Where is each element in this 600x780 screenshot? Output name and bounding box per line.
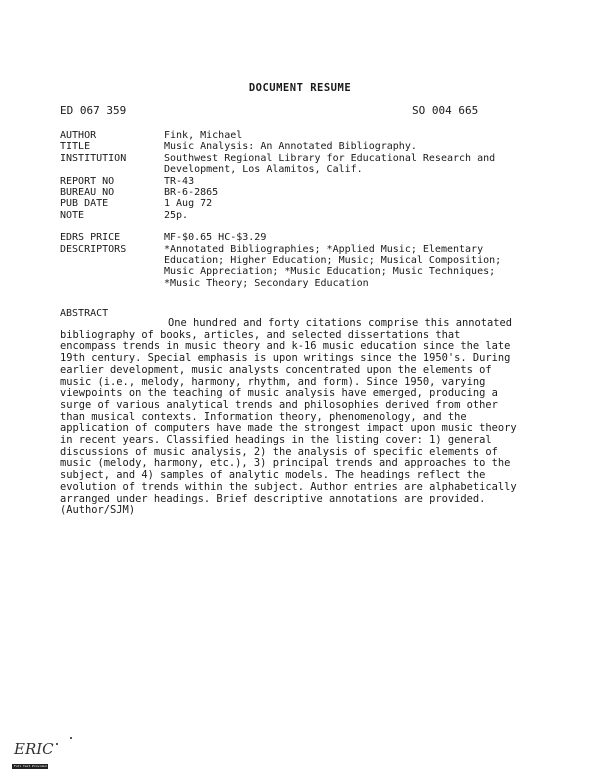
eric-logo-text: ERIC — [14, 740, 54, 758]
field-pub-date — [60, 198, 524, 209]
field-value: 1 Aug 72 — [164, 198, 213, 210]
so-number: SO 004 665 — [412, 104, 479, 117]
field-label: NOTE — [60, 209, 85, 221]
scan-speck — [56, 743, 58, 745]
metadata-block — [60, 130, 524, 289]
spacer — [60, 221, 524, 232]
field-note — [60, 210, 524, 221]
document-title: DOCUMENT RESUME — [248, 82, 352, 94]
field-value: Music Analysis: An Annotated Bibliography. — [164, 141, 417, 153]
field-report-no — [60, 176, 524, 187]
field-label: PUB DATE — [60, 198, 109, 210]
field-institution — [60, 153, 524, 176]
eric-logo-subtext: Full Text Provided by ERIC — [14, 764, 61, 768]
abstract-heading: ABSTRACT — [60, 308, 109, 319]
field-value: TR-43 — [164, 175, 195, 187]
field-label: BUREAU NO — [60, 187, 115, 199]
field-descriptors — [60, 244, 524, 290]
field-value: MF-$0.65 HC-$3.29 — [164, 232, 267, 244]
field-label: REPORT NO — [60, 175, 115, 187]
field-edrs-price — [60, 232, 524, 243]
field-value: BR-6-2865 — [164, 187, 219, 199]
field-bureau-no — [60, 187, 524, 198]
scan-speck — [70, 737, 72, 739]
field-label: DESCRIPTORS — [60, 243, 127, 255]
field-value: 25p. — [164, 209, 189, 221]
field-label: INSTITUTION — [60, 152, 127, 164]
field-label: AUTHOR — [60, 130, 97, 141]
field-value: *Annotated Bibliographies; *Applied Music; Elementary Education; Higher Education; Music; Musical Composition; Music Appreciation; *Music Education; Music Techniques; *Music Theory; Secondary Education — [164, 243, 502, 289]
eric-logo — [12, 738, 61, 772]
field-value: Fink, Michael — [164, 130, 243, 141]
ed-number: ED 067 359 — [60, 104, 127, 117]
field-author — [60, 130, 524, 141]
field-value: Southwest Regional Library for Educational Research and Development, Los Alamitos, Calif. — [164, 152, 496, 176]
field-title — [60, 141, 524, 152]
field-label: EDRS PRICE — [60, 232, 121, 244]
field-label: TITLE — [60, 141, 91, 153]
abstract-text: One hundred and forty citations comprise this annotated bibliography of books, articles, and selected dissertations that encompass trends in music theory and k-16 music education since the late 19th century. Special emphasis is upon writings since the 1950's. During earlier development, music analysts concentrated upon the elements of music (i.e., melody, harmony, rhythm, and form). Since 1950, varying viewpoints on the teaching of music analysis have emerged, producing a surge of various analytical trends and philosophies derived from other than musical contexts. Information theory, phenomenology, and the application of computers have made the strongest impact upon music theory in recent years. Classified headings in the listing cover: 1) general discussions of music analysis, 2) the analysis of specific elements of music (melody, harmony, etc.), 3) principal trends and approaches to the subject, and 4) samples of analytic models. The headings reflect the evolution of trends within the subject. Author entries are alphabetically arranged under headings. Brief descriptive annotations are provided. (Author/SJM) — [60, 317, 517, 517]
